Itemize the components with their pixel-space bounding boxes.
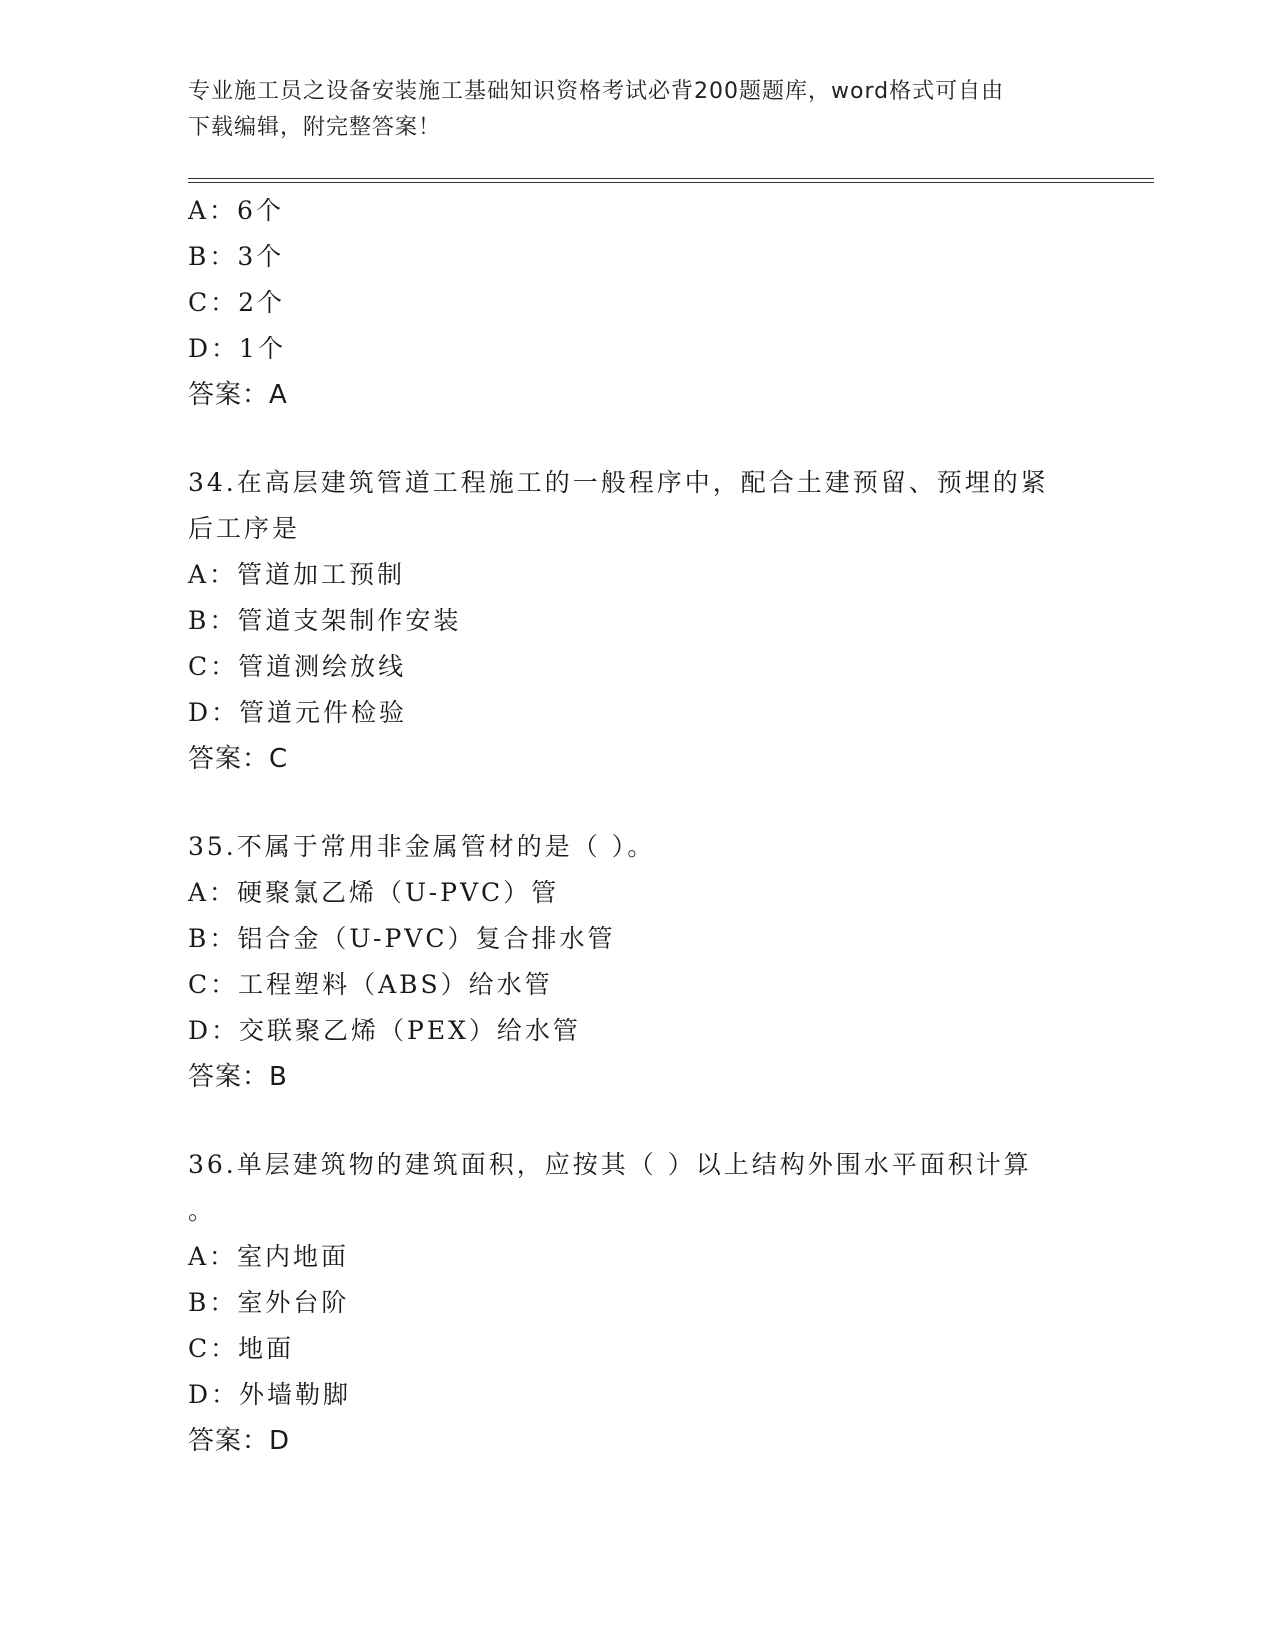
option-a: A：6个 <box>188 196 284 225</box>
question-stem-line-1: 35.不属于常用非金属管材的是（ ）。 <box>188 832 656 861</box>
question-35 <box>188 824 1088 1100</box>
question-stem-line-1: 36.单层建筑物的建筑面积，应按其（ ）以上结构外围水平面积计算 <box>188 1150 1032 1179</box>
answer-line: 答案：D <box>188 1426 291 1456</box>
option-b: B：3个 <box>188 242 285 271</box>
question-stem-line-1: 34.在高层建筑管道工程施工的一般程序中，配合土建预留、预埋的紧 <box>188 468 1049 497</box>
question-stem-line-2: 后工序是 <box>188 514 301 543</box>
question-stem-line-2: 。 <box>188 1196 217 1225</box>
option-c: C：2个 <box>188 288 286 317</box>
question-list <box>188 188 1088 1464</box>
answer-line: 答案：A <box>188 380 288 410</box>
header-line-1: 专业施工员之设备安装施工基础知识资格考试必背200题题库，word格式可自由 <box>188 79 1005 104</box>
page-header <box>188 74 1088 146</box>
answer-line: 答案：B <box>188 1062 288 1092</box>
option-d: D：1个 <box>188 334 286 363</box>
question-33 <box>188 188 1088 418</box>
header-divider-bottom <box>188 182 1154 183</box>
header-line-2: 下载编辑，附完整答案！ <box>188 115 442 140</box>
option-a: A：硬聚氯乙烯（U-PVC）管 <box>188 878 560 907</box>
question-36 <box>188 1142 1088 1464</box>
option-a: A：室内地面 <box>188 1242 350 1271</box>
option-b: B：管道支架制作安装 <box>188 606 462 635</box>
option-c: C：管道测绘放线 <box>188 652 407 681</box>
option-a: A：管道加工预制 <box>188 560 406 589</box>
spacer <box>188 1100 1088 1142</box>
spacer <box>188 782 1088 824</box>
option-c: C：地面 <box>188 1334 295 1363</box>
option-b: B：铝合金（U-PVC）复合排水管 <box>188 924 616 953</box>
option-d: D：外墙勒脚 <box>188 1380 352 1409</box>
option-b: B：室外台阶 <box>188 1288 350 1317</box>
option-c: C：工程塑料（ABS）给水管 <box>188 970 553 999</box>
header-divider-top <box>188 178 1154 179</box>
answer-line: 答案：C <box>188 744 289 774</box>
spacer <box>188 418 1088 460</box>
option-d: D：管道元件检验 <box>188 698 408 727</box>
option-d: D：交联聚乙烯（PEX）给水管 <box>188 1016 581 1045</box>
question-34 <box>188 460 1088 782</box>
